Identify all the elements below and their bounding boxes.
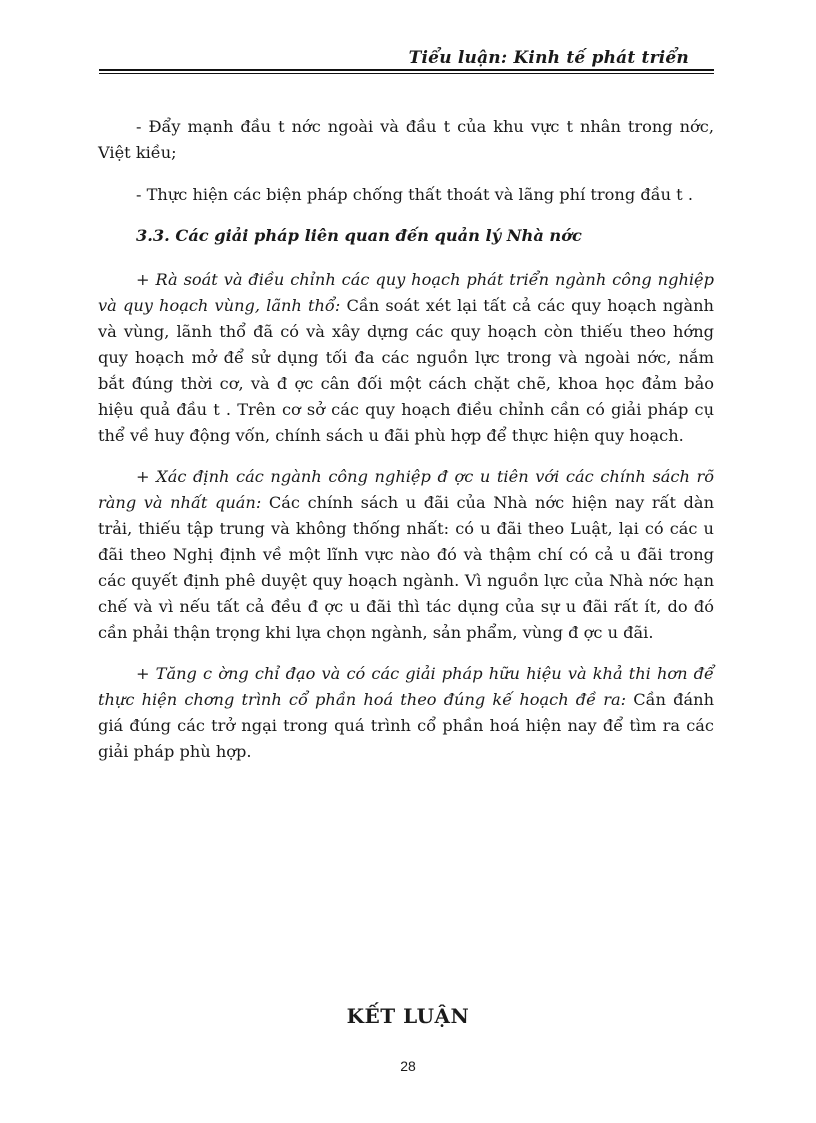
bullet-waste-prevention: - Thực hiện các biện pháp chống thất thoát và lãng phí trong đầu t .: [136, 185, 693, 204]
paragraph-lead: + Rà soát và điều chỉnh các quy hoạch phát triển ngành công nghiệp và quy hoạch vùng, lãnh thổ:: [98, 270, 714, 315]
paragraph-text: Cần soát xét lại tất cả các quy hoạch ngành và vùng, lãnh thổ đã có và xây dựng các quy hoạch còn thiếu theo hớng quy hoạch mở để sử dụng tối đa các nguồn lực trong và ngoài nớc, nắm bắt đúng thời cơ, và đ ợc cân đối một cách chặt chẽ, khoa học đảm bảo hiệu quả đầu t . Trên cơ sở các quy hoạch điều chỉnh cần có giải pháp cụ thể về huy động vốn, chính sách u đãi phù hợp để thực hiện quy hoạch.: [98, 296, 714, 445]
header-rule-thin: [99, 73, 714, 74]
paragraph-text: Các chính sách u đãi của Nhà nớc hiện nay rất dàn trải, thiếu tập trung và không thống nhất: có u đãi theo Luật, lại có các u đãi theo Nghị định về một lĩnh vực nào đó và thậm chí có cả u đãi trong các quyết định phê duyệt quy hoạch ngành. Vì nguồn lực của Nhà nớc hạn chế và vì nếu tất cả đều đ ợc u đãi thì tác dụng của sự u đãi rất ít, do đó cần phải thận trọng khi lựa chọn ngành, sản phẩm, vùng đ ợc u đãi.: [98, 493, 714, 642]
conclusion-heading: KẾT LUẬN: [346, 1004, 470, 1028]
section-heading-3-3: 3.3. Các giải pháp liên quan đến quản lý Nhà nớc: [136, 226, 582, 245]
paragraph-lead: + Tăng c ờng chỉ đạo và có các giải pháp hữu hiệu và khả thi hơn để thực hiện chơng trình cổ phần hoá theo đúng kế hoạch đề ra:: [98, 664, 714, 709]
paragraph-text: Cần đánh giá đúng các trở ngại trong quá trình cổ phần hoá hiện nay để tìm ra các giải pháp phù hợp.: [98, 690, 714, 761]
running-header-title: Tiểu luận: Kinh tế phát triển: [408, 48, 689, 68]
paragraph-lead: + Xác định các ngành công nghiệp đ ợc u tiên với các chính sách rõ ràng và nhất quán:: [98, 467, 714, 512]
document-body: [98, 114, 714, 780]
header-rule-thick: [99, 69, 714, 71]
bullet-investment: - Đẩy mạnh đầu t nớc ngoài và đầu t của khu vực t nhân trong nớc, Việt kiều;: [98, 117, 714, 162]
paragraph-priority-industries: [98, 464, 714, 646]
page-number: 28: [400, 1058, 416, 1074]
paragraph-planning-review: [98, 267, 714, 449]
paragraph-equitization: [98, 661, 714, 765]
